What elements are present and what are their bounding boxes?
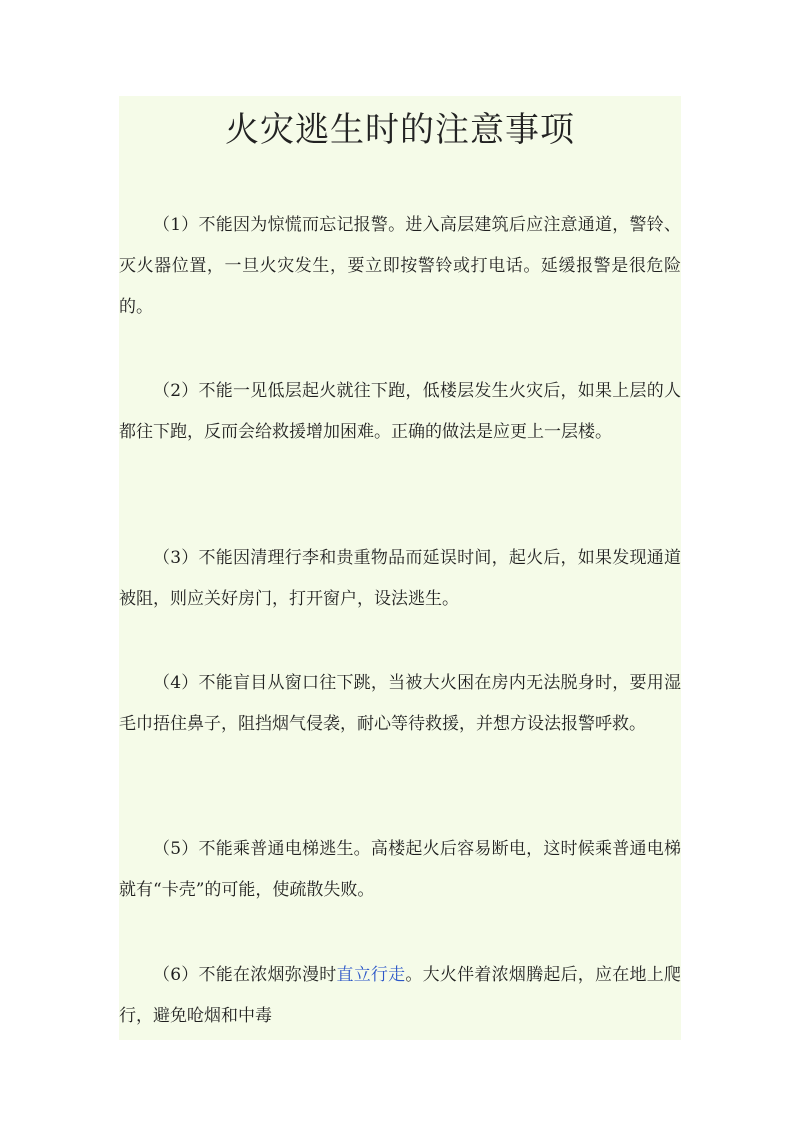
- paragraph-6: [119, 955, 681, 1037]
- upright-walking-link[interactable]: 直立行走: [336, 965, 406, 985]
- paragraph-3: （3）不能因清理行李和贵重物品而延误时间，起火后，如果发现通道被阻，则应关好房门，打开窗户，设法逃生。: [119, 548, 681, 609]
- paragraph-6-lead: （6）不能在浓烟弥漫时: [153, 965, 337, 985]
- paragraph-1: （1）不能因为惊慌而忘记报警。进入高层建筑后应注意通道，警铃、灭火器位置，一旦火灾发生，要立即按警铃或打电话。延缓报警是很危险的。: [119, 215, 681, 317]
- document-title: 火灾逃生时的注意事项: [225, 110, 575, 150]
- paragraph-6-rest: 。大火伴着浓烟腾起后，应在地上爬行，避免呛烟和中毒: [119, 965, 682, 1026]
- paragraph-5: （5）不能乘普通电梯逃生。高楼起火后容易断电，这时候乘普通电梯就有“卡壳”的可能，使疏散失败。: [119, 839, 681, 900]
- paragraph-2: （2）不能一见低层起火就往下跑，低楼层发生火灾后，如果上层的人都往下跑，反而会给救援增加困难。正确的做法是应更上一层楼。: [119, 381, 681, 442]
- paragraph-4: （4）不能盲目从窗口往下跳，当被大火困在房内无法脱身时，要用湿毛巾捂住鼻子，阻挡烟气侵袭，耐心等待救援，并想方设法报警呼救。: [119, 673, 681, 734]
